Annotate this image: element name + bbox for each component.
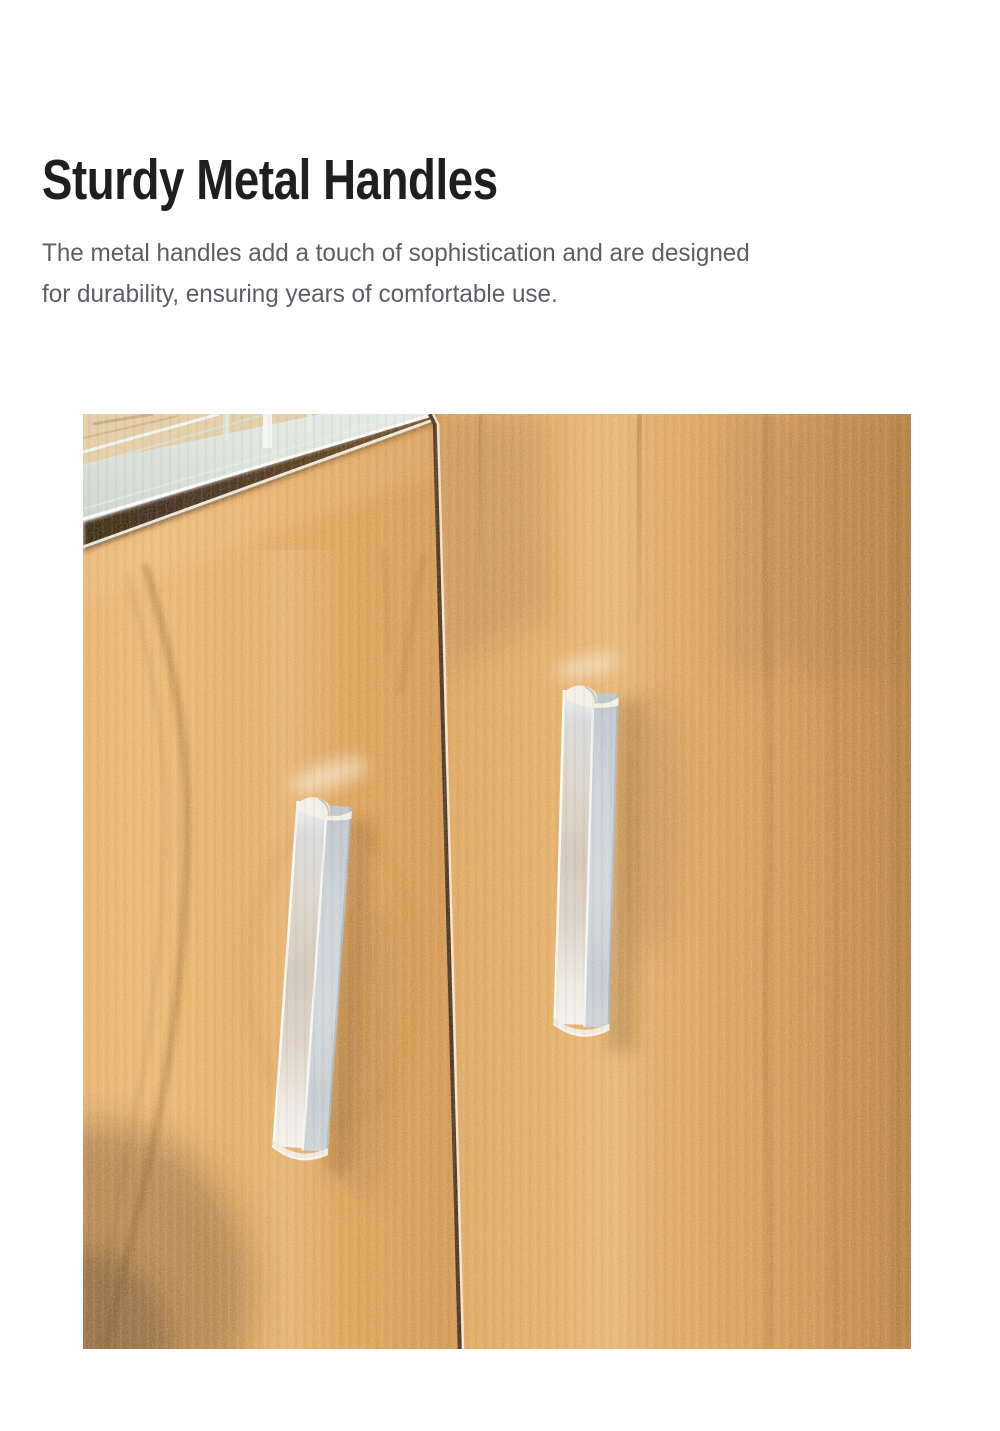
description-line-1: The metal handles add a touch of sophistication and are designed bbox=[42, 239, 750, 267]
cabinet-photo-illustration bbox=[83, 414, 911, 1349]
product-photo bbox=[83, 414, 911, 1349]
wood-speckle-texture bbox=[83, 414, 911, 1349]
page-title-text: Sturdy Metal Handles bbox=[42, 148, 498, 212]
product-description bbox=[42, 233, 772, 314]
description-line-2: for durability, ensuring years of comfortable use. bbox=[42, 279, 558, 308]
page-title bbox=[42, 147, 612, 213]
